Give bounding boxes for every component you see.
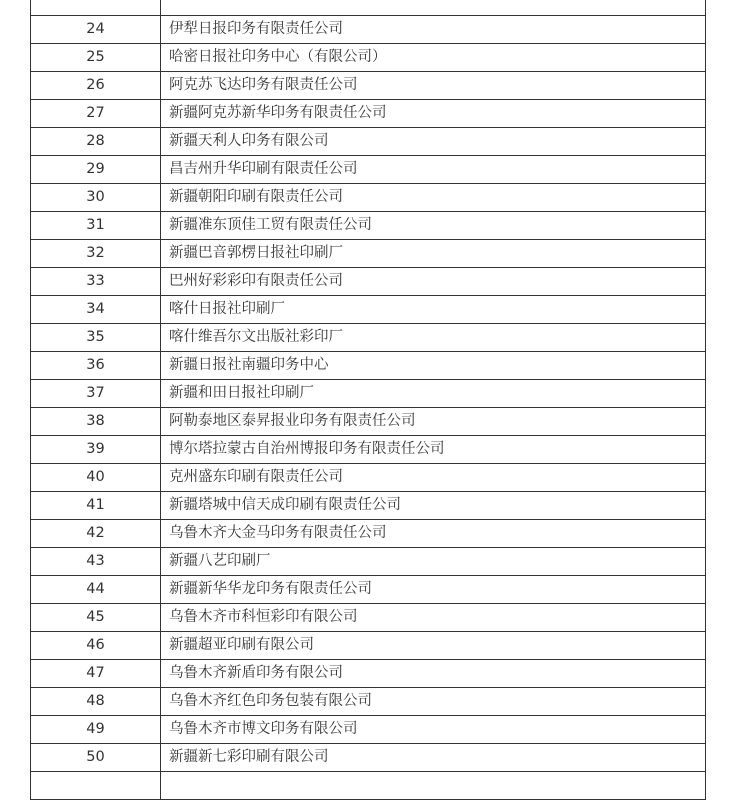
table-row [31,268,706,296]
table-row [31,688,706,716]
company-name-cell: 新疆八艺印刷厂 [161,548,706,576]
company-name-cell: 乌鲁木齐市科恒彩印有限公司 [161,604,706,632]
company-name-cell [161,0,706,16]
row-number-cell: 25 [31,44,161,72]
row-number-cell: 34 [31,296,161,324]
table-row [31,632,706,660]
row-number-cell: 45 [31,604,161,632]
company-name-cell: 新疆新七彩印刷有限公司 [161,744,706,772]
row-number-cell: 47 [31,660,161,688]
table-row [31,100,706,128]
table-row [31,128,706,156]
row-number-cell: 44 [31,576,161,604]
table-row [31,16,706,44]
table-row [31,408,706,436]
company-name-cell: 伊犁日报印务有限责任公司 [161,16,706,44]
row-number-cell: 33 [31,268,161,296]
row-number-cell: 43 [31,548,161,576]
company-name-cell: 新疆天利人印务有限公司 [161,128,706,156]
row-number-cell: 24 [31,16,161,44]
row-number-cell: 42 [31,520,161,548]
row-number-cell: 46 [31,632,161,660]
company-name-cell: 乌鲁木齐大金马印务有限责任公司 [161,520,706,548]
table-row [31,772,706,800]
row-number-cell: 31 [31,212,161,240]
company-name-cell: 巴州好彩彩印有限责任公司 [161,268,706,296]
company-name-cell: 新疆和田日报社印刷厂 [161,380,706,408]
company-name-cell: 哈密日报社印务中心（有限公司） [161,44,706,72]
table-row [31,0,706,16]
table-row [31,156,706,184]
company-name-cell: 昌吉州升华印刷有限责任公司 [161,156,706,184]
company-name-cell: 新疆新华华龙印务有限责任公司 [161,576,706,604]
company-name-cell: 阿勒泰地区泰昇报业印务有限责任公司 [161,408,706,436]
row-number-cell: 38 [31,408,161,436]
company-name-cell: 新疆塔城中信天成印刷有限责任公司 [161,492,706,520]
company-name-cell: 喀什日报社印刷厂 [161,296,706,324]
company-name-cell: 新疆超亚印刷有限公司 [161,632,706,660]
table-row [31,240,706,268]
row-number-cell: 30 [31,184,161,212]
company-name-cell: 乌鲁木齐新盾印务有限公司 [161,660,706,688]
table-row [31,324,706,352]
table-row [31,436,706,464]
row-number-cell: 50 [31,744,161,772]
company-list-table [30,0,706,800]
table-row [31,716,706,744]
company-name-cell [161,772,706,800]
company-name-cell: 乌鲁木齐红色印务包装有限公司 [161,688,706,716]
row-number-cell: 27 [31,100,161,128]
table-row [31,380,706,408]
company-name-cell: 新疆朝阳印刷有限责任公司 [161,184,706,212]
company-name-cell: 新疆日报社南疆印务中心 [161,352,706,380]
row-number-cell: 48 [31,688,161,716]
company-list-table-wrapper [30,0,706,800]
row-number-cell [31,0,161,16]
company-list-body [31,0,706,800]
row-number-cell: 40 [31,464,161,492]
company-name-cell: 乌鲁木齐市博文印务有限公司 [161,716,706,744]
table-row [31,184,706,212]
table-row [31,660,706,688]
company-name-cell: 喀什维吾尔文出版社彩印厂 [161,324,706,352]
table-row [31,744,706,772]
row-number-cell: 32 [31,240,161,268]
table-row [31,576,706,604]
row-number-cell: 41 [31,492,161,520]
table-row [31,212,706,240]
row-number-cell: 35 [31,324,161,352]
company-name-cell: 新疆准东顶佳工贸有限责任公司 [161,212,706,240]
company-name-cell: 克州盛东印刷有限责任公司 [161,464,706,492]
table-row [31,492,706,520]
row-number-cell: 39 [31,436,161,464]
table-row [31,44,706,72]
company-name-cell: 新疆阿克苏新华印务有限责任公司 [161,100,706,128]
table-row [31,464,706,492]
row-number-cell: 29 [31,156,161,184]
row-number-cell: 36 [31,352,161,380]
company-name-cell: 阿克苏飞达印务有限责任公司 [161,72,706,100]
row-number-cell: 49 [31,716,161,744]
table-row [31,72,706,100]
table-row [31,604,706,632]
table-row [31,548,706,576]
company-name-cell: 博尔塔拉蒙古自治州博报印务有限责任公司 [161,436,706,464]
row-number-cell: 37 [31,380,161,408]
table-row [31,296,706,324]
row-number-cell: 28 [31,128,161,156]
row-number-cell [31,772,161,800]
row-number-cell: 26 [31,72,161,100]
table-row [31,352,706,380]
company-name-cell: 新疆巴音郭楞日报社印刷厂 [161,240,706,268]
table-row [31,520,706,548]
